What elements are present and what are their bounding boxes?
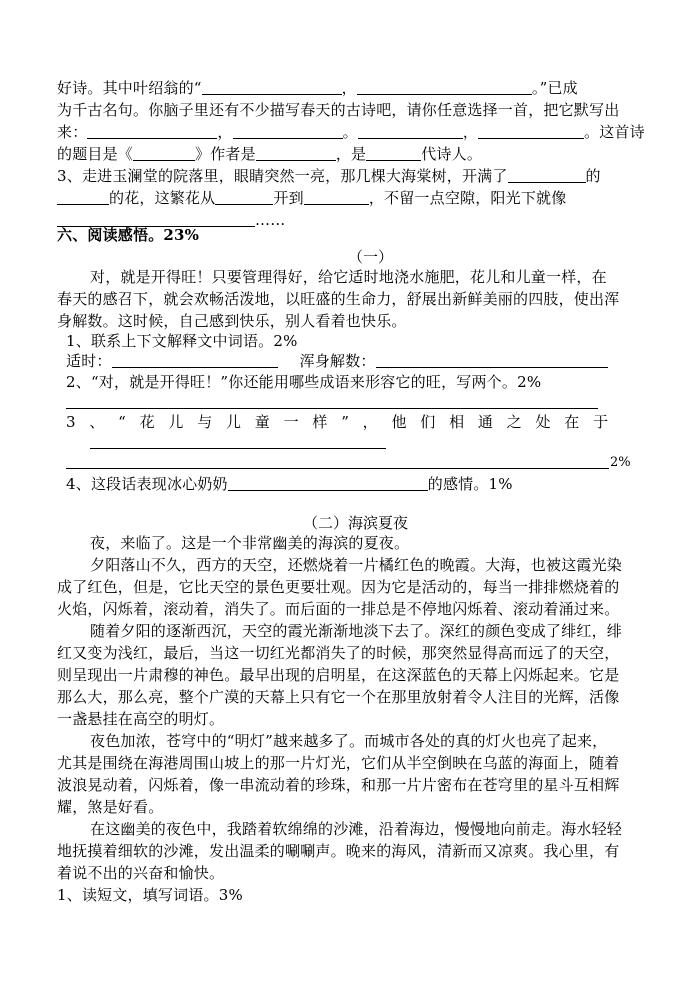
text: 浑身解数： (299, 352, 376, 370)
poem-line-4 (57, 144, 657, 164)
text: ， (217, 123, 233, 141)
blank[interactable] (376, 352, 608, 368)
poem-line-1 (57, 78, 657, 98)
blank[interactable] (357, 79, 532, 95)
text: 的题目是《 (57, 145, 134, 163)
text: 适时： (66, 352, 112, 370)
text: 来： (57, 123, 88, 141)
part2-title: （二）海滨夏夜 (303, 514, 409, 532)
text: 的花，这繁花从 (109, 189, 216, 207)
blank[interactable] (87, 123, 217, 139)
q3-line-1 (57, 166, 657, 186)
blank[interactable] (133, 145, 195, 161)
q1-prompt: 1、联系上下文解释文中词语。2% (66, 332, 298, 350)
text: 的 (585, 167, 601, 185)
blank[interactable] (478, 123, 584, 139)
passage2-line: 着说不出的兴奋和愉快。 (57, 864, 225, 882)
passage2-line: 在这幽美的夜色中，我踏着软绵绵的沙滩，沿着海边，慢慢地向前走。海水轻轻 (90, 820, 623, 838)
passage2-line: 红又变为浅红，最后，当这一切红光都消失了的时候，那突然显得高而远了的天空， (57, 644, 620, 662)
text: 3、走进玉澜堂的院落里，眼睛突然一亮，那几棵大海棠树，开满了 (57, 167, 508, 185)
text: 》作者是 (195, 145, 256, 163)
passage2-line: 那么大，那么亮，整个广漠的天幕上只有它一个在那里放射着令人注目的光辉，活像 (57, 688, 620, 706)
q3-prompt: 3、“花儿与儿童一样”，他们相通之处在于 (66, 413, 622, 431)
answer-line[interactable] (66, 408, 598, 409)
passage2-line: 尤其是围绕在海港周围山坡上的那一片灯光，它们从半空倒映在乌蓝的海面上，随着 (57, 754, 620, 772)
passage2-line: 随着夕阳的逐渐西沉，天空的霞光渐渐地淡下去了。深红的颜色变成了绯红，绯 (90, 622, 623, 640)
poem-line-2: 为千古名句。你脑子里还有不少描写春天的古诗吧，请你任意选择一首，把它默写出 (57, 101, 620, 119)
text: ，是 (335, 145, 367, 163)
blank[interactable] (57, 189, 109, 205)
passage2-line: 夜色加浓，苍穹中的“明灯”越来越多了。而城市各处的真的灯火也亮了起来， (90, 732, 608, 750)
passage2-line: 成了红色，但是，它比天空的景色更要壮观。因为它是活动的，每当一排排燃烧着的 (57, 578, 620, 596)
text: …… (255, 211, 286, 229)
text: 的感情。1% (427, 475, 513, 493)
answer-line[interactable] (66, 468, 609, 469)
answer-line[interactable] (90, 448, 386, 449)
passage2-line: 波浪晃动着，闪烁着，像一串流动着的珍珠，和那一片片密布在苍穹里的星斗互相辉 (57, 776, 620, 794)
blank[interactable] (508, 167, 586, 183)
passage2-line: 火焰，闪烁着，滚动着，消失了。而后面的一排总是不停地闪烁着、滚动着涌过来。 (57, 600, 620, 618)
passage2-line: 耀，煞是好看。 (57, 798, 164, 816)
section-heading: 六、阅读感悟。23% (57, 226, 200, 244)
passage2-line: 地抚摸着细软的沙滩，发出温柔的唰唰声。晚来的海风，清新而又凉爽。我心里，有 (57, 842, 620, 860)
passage2-line: 夕阳落山不久，西方的天空，还燃烧着一片橘红色的晚霞。大海，也被这霞光染 (90, 556, 623, 574)
blank[interactable] (256, 145, 336, 161)
q5-prompt: 1、读短文，填写词语。3% (57, 886, 243, 904)
passage1-line: 春天的感召下，就会欢畅活泼地，以旺盛的生命力，舒展出新鲜美丽的四肢，使出浑 (57, 290, 620, 308)
blank[interactable] (233, 123, 343, 139)
text: ， (341, 79, 357, 97)
text: 。这首诗 (584, 123, 645, 141)
passage2-line: 夜，来临了。这是一个非常幽美的海滨的夏夜。 (90, 534, 410, 552)
blank[interactable] (112, 352, 278, 368)
blank[interactable] (215, 189, 273, 205)
part1-title: （一） (348, 248, 394, 266)
blank[interactable] (202, 79, 342, 95)
q1-answer-line (66, 351, 666, 371)
poem-line-3 (57, 122, 657, 142)
blank[interactable] (358, 123, 463, 139)
blank[interactable] (304, 189, 369, 205)
text: 开到 (273, 189, 304, 207)
q4-line (66, 474, 666, 494)
q2-prompt: 2、“对，就是开得旺！”你还能用哪些成语来形容它的旺，写两个。2% (66, 373, 542, 391)
passage1-line: 身解数。这时候，自己感到快乐，别人看着也快乐。 (57, 312, 407, 330)
passage2-line: 一盏悬挂在高空的明灯。 (57, 710, 225, 728)
text: ，不留一点空隙，阳光下就像 (368, 189, 567, 207)
text: 。 (342, 123, 358, 141)
passage1-line: 对，就是开得旺！只要管理得好，给它适时地浇水施肥，花儿和儿童一样，在 (90, 268, 607, 286)
q3-line-2 (57, 188, 657, 208)
blank[interactable] (228, 475, 428, 491)
text: 代诗人。 (421, 145, 483, 163)
text: 。”已成 (531, 79, 578, 97)
text: ， (462, 123, 479, 141)
q3-score: 2% (610, 455, 631, 470)
blank[interactable] (366, 145, 421, 161)
passage2-line: 则呈现出一片肃穆的神色。最早出现的启明星，在这深蓝色的天幕上闪烁起来。它是 (57, 666, 620, 684)
text: 好诗。其中叶绍翁的“ (57, 79, 202, 97)
text: 4、这段话表现冰心奶奶 (66, 475, 228, 493)
